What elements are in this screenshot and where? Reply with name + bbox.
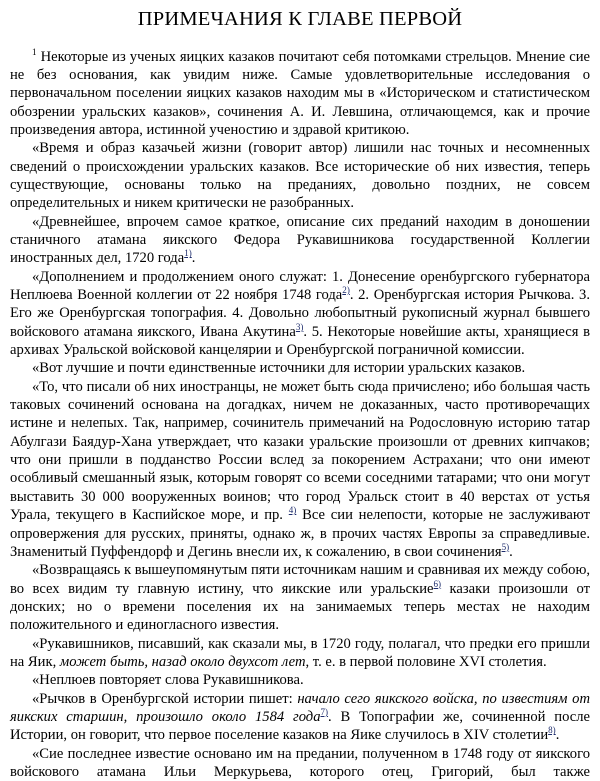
paragraph bbox=[10, 690, 590, 745]
body-text-block bbox=[0, 32, 600, 781]
footnote-link[interactable]: 8) bbox=[548, 725, 556, 736]
paragraph bbox=[10, 635, 590, 672]
text-run: . 5. Некоторые новейшие акты, хранящиеся в архивах Уральской войсковой канцелярии и Оренбургской пограничной комиссии. bbox=[10, 323, 590, 359]
page-title: ПРИМЕЧАНИЯ К ГЛАВЕ ПЕРВОЙ bbox=[137, 8, 463, 30]
emphasis-text: начало сего яикского войска, по известиям от яикских старшин, произошло около 1584 года bbox=[10, 690, 591, 725]
text-run: казаки произошли от донских; но о времени поселения их на занимаемых теперь местах не находим положительного и единогласного известия. bbox=[10, 580, 590, 634]
text-run: , т. е. в первой половине XVI столетия. bbox=[305, 653, 547, 670]
footnote-link[interactable]: 7) bbox=[320, 707, 329, 718]
text-run: «Возвращаясь к вышеупомянутым пяти источникам нашим и сравнивая их между собою, во всех видим ту главную истину, что яикские или уральские bbox=[10, 562, 590, 597]
footnote-marker-plain: 1 bbox=[32, 46, 37, 57]
paragraph bbox=[10, 359, 590, 377]
text-run: . В Топографии же, сочиненной после Истории, он говорит, что первое поселение казаков на Яике случилось в XIV столетии bbox=[10, 708, 590, 744]
text-run: «Время и образ казачьей жизни (говорит автор) лишили нас точных и несомненных сведений о происхождении уральских казаков. Все исторические об них известия, теперь существующие, основаны только на преданиях, довольно поздних, не совсем определительных и никем критически не разобранных. bbox=[10, 140, 590, 212]
footnote-link[interactable]: 4) bbox=[288, 505, 297, 516]
footnote-link[interactable]: 3) bbox=[295, 321, 304, 332]
paragraph bbox=[10, 671, 590, 689]
paragraph bbox=[10, 139, 590, 212]
footnote-link[interactable]: 1) bbox=[184, 248, 192, 259]
text-run: Некоторые из ученых яицких казаков почитают себя потомками стрельцов. Мнение сие не без основания, как увидим ниже. Самые удовлетворительные исследования о первоначальном поселении яицких казаков находим мы в «Историческом и статистическом обозрении уральских казаков», сочинения А. И. Левшина, отличающемся, как и прочие произведения автора, истинной ученостию и здравой критикою. bbox=[10, 48, 590, 138]
paragraph bbox=[10, 48, 590, 140]
text-run: . bbox=[191, 250, 196, 267]
text-run: «Рукавишников, писавший, как сказали мы, в 1720 году, полагал, что предки его пришли на Яик, bbox=[10, 635, 590, 670]
text-run: «Неплюев повторяет слова Рукавишникова. bbox=[32, 672, 304, 689]
text-run: . 2. Оренбургская история Рычкова. 3. Его же Оренбургская топография. 4. Довольно любопытный рукописный журнал бывшего войскового атамана яикского, Ивана Акутина bbox=[10, 287, 591, 340]
text-run: . bbox=[509, 543, 513, 560]
paragraph bbox=[10, 378, 590, 561]
footnote-link[interactable]: 2) bbox=[342, 285, 350, 296]
paragraph bbox=[10, 268, 590, 360]
text-run: «Дополнением и продолжением оного служат: 1. Донесение оренбургского губернатора Неплюева Военной коллегии от 22 ноября 1748 года bbox=[10, 268, 590, 304]
footnote-link[interactable]: 5) bbox=[501, 541, 510, 552]
text-run: «Сие последнее известие основано им на предании, полученном в 1748 году от яикского войскового атамана Ильи Меркурьева, которого отец, Григорий, был также bbox=[10, 745, 590, 780]
emphasis-text: может быть, назад около двухсот лет bbox=[59, 653, 306, 670]
paragraph bbox=[10, 213, 590, 268]
text-run: «Рычков в Оренбургской истории пишет: bbox=[32, 690, 298, 707]
paragraph bbox=[10, 745, 590, 781]
text-run: . bbox=[555, 727, 560, 744]
paragraph bbox=[10, 561, 590, 634]
text-run: Все сии нелепости, которые не заслуживают опровержения для русских, приняты, однако ж, в прочих частях Европы за справедливые. Знаменитый Пуффендорф и Дегинь внесли их, к сожалению, в свои сочинения bbox=[10, 507, 590, 560]
text-run: «Вот лучшие и почти единственные источники для истории уральских казаков. bbox=[32, 360, 526, 377]
footnote-link[interactable]: 6) bbox=[433, 578, 442, 589]
text-run: «То, что писали об них иностранцы, не может быть сюда причислено; ибо большая часть таковых сочинений основана на догадках, ничем не доказанных, часто противоречащих истине и нелепых. Так, например, сочинитель примечаний на Родословную историю татар Абулгази Баядур-Хана утверждает, что казаки уральские произошли от древних кипчаков; что они пришли в подданство России вслед за покорением Астрахани; что они имеют особливый смешанный язык, которым говорят со всеми соседними татарами; что они могут выставить 30 000 вооруженных воинов; что город Уральск стоит в 40 верстах от устья Урала, текущего в Каспийское море, и пр. bbox=[10, 378, 590, 524]
text-run: «Древнейшее, впрочем самое краткое, описание сих преданий находим в доношении станичного атамана яикского Федора Рукавишникова государственной Коллегии иностранных дел, 1720 года bbox=[10, 213, 590, 267]
